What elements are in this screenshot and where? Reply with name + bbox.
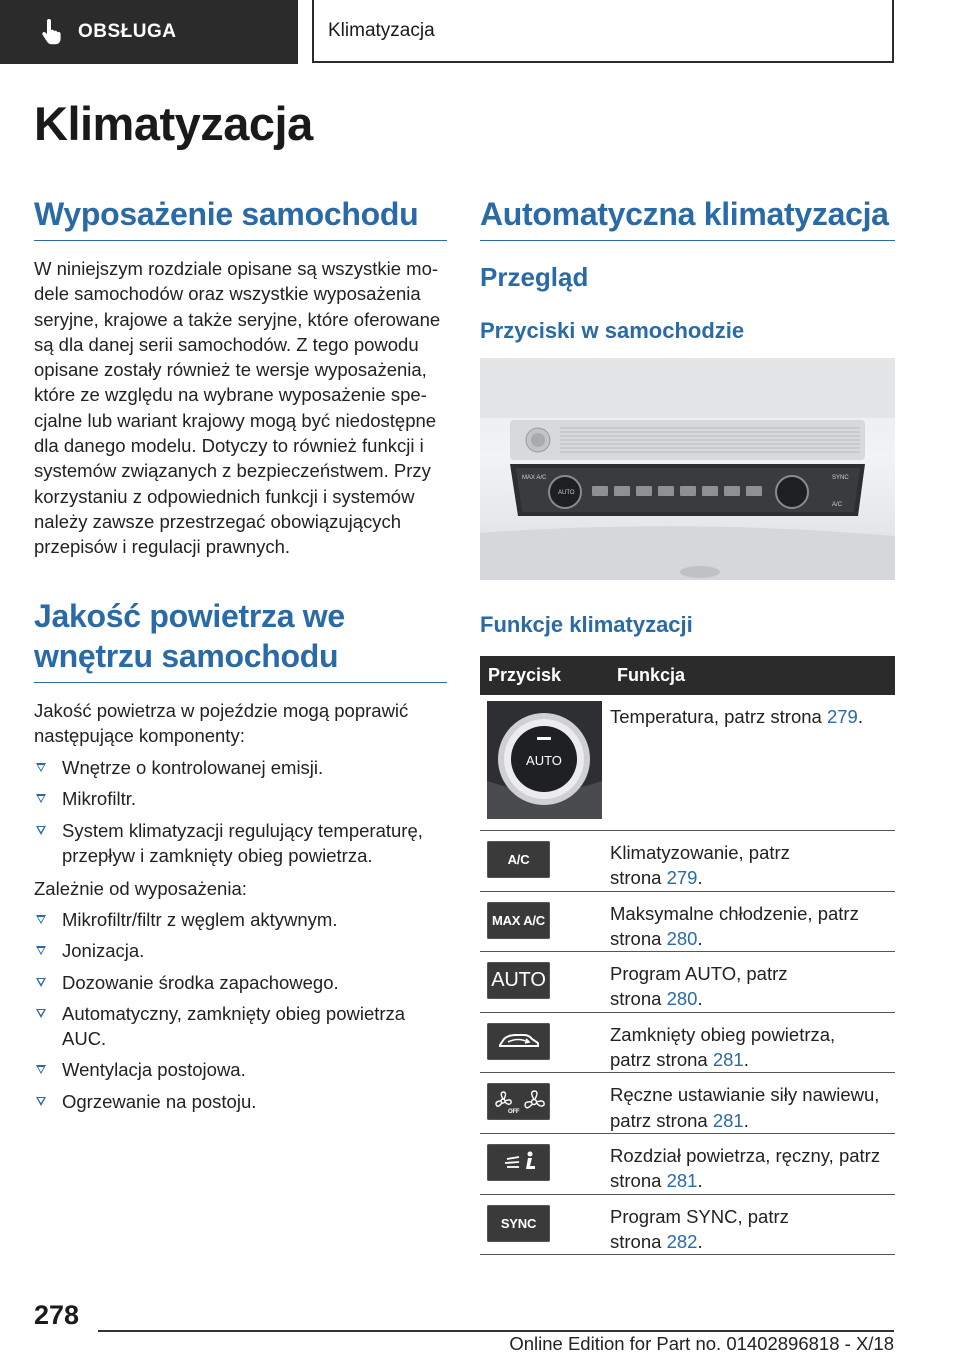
bullet-triangle-icon bbox=[36, 763, 46, 772]
list-item: Mikrofiltr/filtr z węglem aktywnym. bbox=[34, 907, 449, 932]
panel-ac-label: A/C bbox=[832, 502, 843, 508]
air-quality-intro: Jakość powietrza w pojeździe mogą poprawić następujące komponenty: bbox=[34, 700, 409, 747]
chapter-tab[interactable] bbox=[312, 0, 894, 63]
seat-airflow-icon bbox=[499, 1150, 539, 1174]
sync-button-icon: SYNC bbox=[487, 1205, 550, 1242]
table-row: AUTO Temperatura, patrz strona 279. bbox=[480, 695, 895, 831]
bullet-triangle-icon bbox=[36, 1009, 46, 1018]
list-item: Wnętrze o kontrolowanej emisji. bbox=[34, 755, 449, 780]
components-list bbox=[34, 755, 449, 868]
bullet-triangle-icon bbox=[36, 1097, 46, 1106]
fan-icon bbox=[492, 1089, 546, 1115]
table-row: OFF Ręczne ustawianie siły nawiewu, patrz strona 281. bbox=[480, 1073, 895, 1134]
panel-auto-label: AUTO bbox=[558, 490, 575, 496]
function-text: Ręczne ustawianie siły nawiewu, patrz strona bbox=[610, 1084, 880, 1131]
table-row: SYNC Program SYNC, patrz strona 282. bbox=[480, 1194, 895, 1255]
function-text: Klimatyzowanie, patrz strona bbox=[610, 842, 790, 889]
function-text: Zamknięty obieg powietrza, patrz strona bbox=[610, 1023, 836, 1071]
chapter-label: Klimatyzacja bbox=[328, 19, 435, 41]
air-quality-heading bbox=[34, 596, 447, 683]
page-link[interactable]: 281 bbox=[712, 1049, 744, 1071]
table-row: Zamknięty obieg powietrza, patrz strona 281. bbox=[480, 1012, 895, 1073]
list-item: Jonizacja. bbox=[34, 938, 449, 963]
air-quality-heading-line2: wnętrzu samochodu bbox=[34, 638, 339, 674]
buttons-heading: Przyciski w samochodzie bbox=[480, 318, 745, 343]
function-text: Program SYNC, patrz strona bbox=[610, 1205, 789, 1252]
function-text: Temperatura, patrz strona bbox=[610, 706, 827, 727]
bullet-triangle-icon bbox=[36, 915, 46, 924]
climate-panel-illustration bbox=[480, 358, 895, 580]
function-text: Maksymalne chłodzenie, patrz strona bbox=[610, 902, 859, 949]
table-row: A/C Klimatyzowanie, patrz strona 279. bbox=[480, 831, 895, 892]
list-item: Automatyczny, zamknięty obieg powietrza AUC. bbox=[34, 1001, 449, 1052]
edition-note: Online Edition for Part no. 01402896818 - X/18 bbox=[509, 1333, 894, 1354]
auto-climate-heading: Automatyczna klimatyzacja bbox=[480, 194, 895, 241]
page-link[interactable]: 279 bbox=[826, 706, 858, 727]
function-text: Program AUTO, patrz strona bbox=[610, 963, 788, 1010]
list-item: System klimatyzacji regulujący temperaturę, przepływ i zamknięty obieg powietrza. bbox=[34, 818, 449, 869]
column-header-button: Przycisk bbox=[480, 656, 609, 695]
bullet-triangle-icon bbox=[36, 1065, 46, 1074]
page-number: 278 bbox=[34, 1300, 80, 1330]
footer-divider bbox=[98, 1330, 894, 1332]
hand-pointer-icon bbox=[40, 19, 62, 45]
table-row: Rozdział powietrza, ręczny, patrz strona 281. bbox=[480, 1133, 895, 1194]
panel-max-label: MAX A/C bbox=[522, 475, 547, 481]
climate-panel-photo bbox=[480, 358, 895, 580]
section-tab[interactable] bbox=[0, 0, 298, 64]
function-text: Rozdział powietrza, ręczny, patrz strona bbox=[610, 1144, 881, 1192]
table-row: MAX A/C Maksymalne chłodzenie, patrz strona 280. bbox=[480, 891, 895, 952]
functions-table bbox=[480, 656, 895, 1255]
auto-button-icon: AUTO bbox=[487, 962, 550, 999]
equipment-heading: Wyposażenie samochodu bbox=[34, 194, 447, 241]
overview-heading: Przegląd bbox=[480, 262, 589, 292]
recirculation-button-icon bbox=[487, 1023, 550, 1060]
list-item: Dozowanie środka zapachowego. bbox=[34, 970, 449, 995]
functions-heading: Funkcje klimatyzacji bbox=[480, 612, 693, 637]
max-ac-button-icon: MAX A/C bbox=[487, 902, 550, 939]
bullet-triangle-icon bbox=[36, 826, 46, 835]
page-title: Klimatyzacja bbox=[34, 97, 313, 150]
page-link[interactable]: 280 bbox=[666, 988, 698, 1010]
page-link[interactable]: 279 bbox=[666, 867, 698, 889]
panel-sync-label: SYNC bbox=[832, 475, 849, 481]
equipment-paragraph: W niniejszym rozdziale opisane są wszystkie mo-dele samochodów oraz wszystkie wyposażenia seryjne, krajowe a także seryjne, które oferowane są dla danej serii samochodów. Z tego powodu opisane zostały również te wersje wyposażenia, które ze względu na wybrane wyposażenie spe-cjalne lub wariant krajowy mogą być niedostępne dla danego modelu. Dotyczy to również funkcji i systemów związanych z bezpieczeństwem. Przy korzystaniu z odpowiednich funkcji i systemów należy zawsze przestrzegać obowiązujących przepisów i regulacji prawnych. bbox=[34, 258, 441, 558]
fan-button-icon bbox=[487, 1083, 550, 1120]
fan-off-label: OFF bbox=[507, 1108, 519, 1115]
section-label: OBSŁUGA bbox=[78, 21, 177, 42]
optional-list bbox=[34, 907, 449, 1114]
bullet-triangle-icon bbox=[36, 946, 46, 955]
air-distribution-button-icon bbox=[487, 1144, 550, 1181]
table-header-row bbox=[480, 656, 895, 695]
list-item: Ogrzewanie na postoju. bbox=[34, 1089, 449, 1114]
ac-button-icon: A/C bbox=[487, 841, 550, 878]
depends-label: Zależnie od wyposażenia: bbox=[34, 878, 247, 899]
car-recirculation-icon bbox=[496, 1030, 542, 1052]
page-link[interactable]: 280 bbox=[666, 927, 698, 949]
air-quality-heading-line1: Jakość powietrza we bbox=[34, 598, 345, 634]
page-link[interactable]: 281 bbox=[712, 1109, 744, 1131]
temperature-knob-icon bbox=[487, 701, 602, 819]
table-row: AUTO Program AUTO, patrz strona 280. bbox=[480, 952, 895, 1013]
bullet-triangle-icon bbox=[36, 978, 46, 987]
column-header-function: Funkcja bbox=[609, 656, 895, 695]
list-item: Wentylacja postojowa. bbox=[34, 1057, 449, 1082]
page-link[interactable]: 281 bbox=[666, 1170, 698, 1192]
page-header bbox=[0, 0, 960, 66]
knob-auto-label: AUTO bbox=[526, 753, 562, 768]
list-item: Mikrofiltr. bbox=[34, 786, 449, 811]
page-link[interactable]: 282 bbox=[666, 1230, 698, 1252]
bullet-triangle-icon bbox=[36, 794, 46, 803]
